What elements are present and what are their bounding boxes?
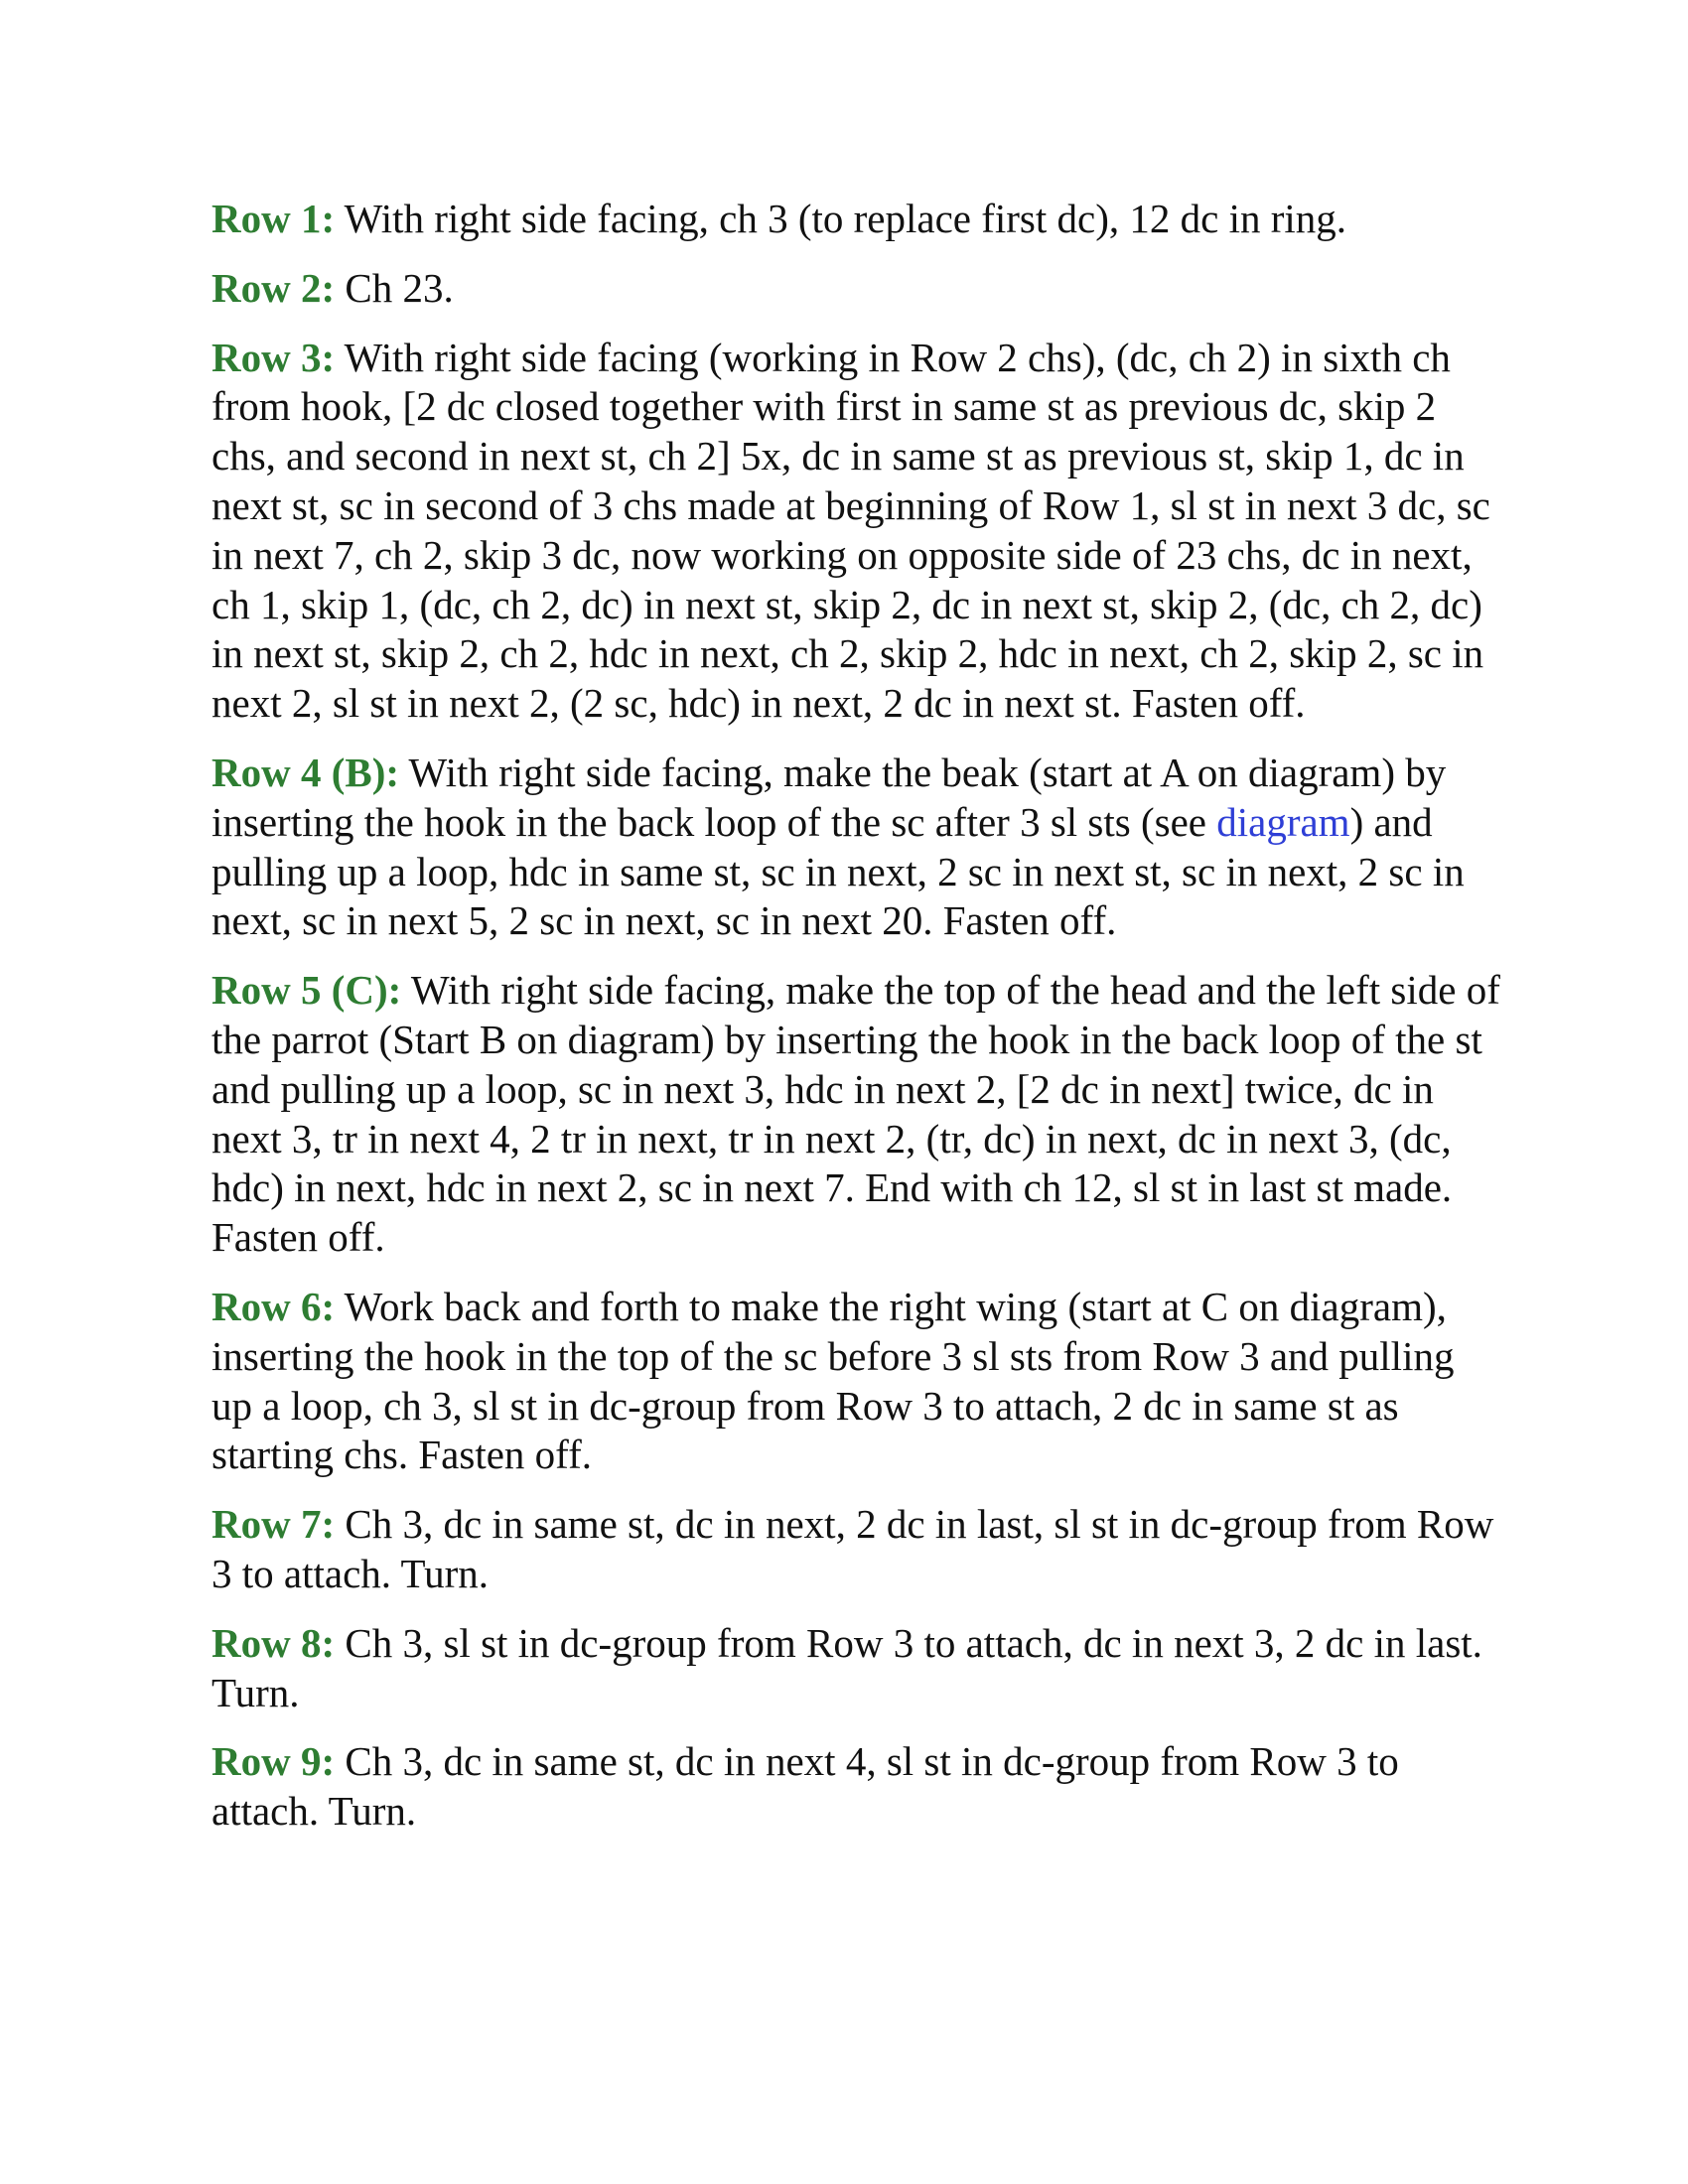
row-label: Row 4 (B): xyxy=(211,749,400,795)
pattern-row-4 xyxy=(211,749,1502,946)
row-instructions: With right side facing, make the top of the head and the left side of the parrot (Start B on diagram) by inserting the hook in the back loop of the st and pulling up a loop, sc in next 3, hdc in next 2, [2 dc in next] twice, dc in next 3, tr in next 4, 2 tr in next, tr in next 2, (tr, dc) in next, dc in next 3, (dc, hdc) in next, hdc in next 2, sc in next 7. End with ch 12, sl st in last st made. Fasten off. xyxy=(211,967,1500,1261)
pattern-page xyxy=(211,195,1502,1856)
row-instructions: With right side facing, make the beak (start at A on diagram) by inserting the hook in the back loop of the sc after 3 sl sts (see xyxy=(211,749,1447,845)
row-instructions: Ch 3, sl st in dc-group from Row 3 to attach, dc in next 3, 2 dc in last. Turn. xyxy=(211,1619,1482,1715)
row-instructions: Ch 3, dc in same st, dc in next 4, sl st in dc-group from Row 3 to attach. Turn. xyxy=(211,1738,1399,1835)
row-label: Row 3: xyxy=(211,334,336,380)
row-label: Row 6: xyxy=(211,1283,336,1329)
row-label: Row 1: xyxy=(211,196,336,241)
pattern-row-2 xyxy=(211,264,1502,314)
row-instructions: With right side facing (working in Row 2 chs), (dc, ch 2) in sixth ch from hook, [2 dc closed together with first in same st as previous dc, skip 2 chs, and second in next st, ch 2] 5x, dc in same st as previous st, skip 1, dc in next st, sc in second of 3 chs made at beginning of Row 1, sl st in next 3 dc, sc in next 7, ch 2, skip 3 dc, now working on opposite side of 23 chs, dc in next, ch 1, skip 1, (dc, ch 2, dc) in next st, skip 2, dc in next st, skip 2, (dc, ch 2, dc) in next st, skip 2, ch 2, hdc in next, ch 2, skip 2, hdc in next, ch 2, skip 2, sc in next 2, sl st in next 2, (2 sc, hdc) in next, 2 dc in next st. Fasten off. xyxy=(211,334,1490,727)
row-label: Row 5 (C): xyxy=(211,967,402,1014)
row-instructions: Ch 3, dc in same st, dc in next, 2 dc in last, sl st in dc-group from Row 3 to attach. Turn. xyxy=(211,1501,1494,1596)
row-instructions-continued: ) and pulling up a loop, hdc in same st, sc in next, 2 sc in next st, sc in next, 2 sc in next, sc in next 5, 2 sc in next, sc in next 20. Fasten off. xyxy=(211,798,1465,944)
diagram-link[interactable]: diagram xyxy=(1216,798,1350,845)
pattern-row-7 xyxy=(211,1500,1502,1599)
row-instructions: Ch 23. xyxy=(345,264,454,311)
row-label: Row 9: xyxy=(211,1738,336,1785)
row-instructions: Work back and forth to make the right wing (start at C on diagram), inserting the hook in the top of the sc before 3 sl sts from Row 3 and pulling up a loop, ch 3, sl st in dc-group from Row 3 to attach, 2 dc in same st as starting chs. Fasten off. xyxy=(211,1283,1455,1478)
row-label: Row 8: xyxy=(211,1619,336,1666)
pattern-row-9 xyxy=(211,1737,1502,1837)
pattern-row-6 xyxy=(211,1283,1502,1480)
pattern-row-1 xyxy=(211,195,1502,244)
pattern-row-5 xyxy=(211,966,1502,1263)
row-instructions: With right side facing, ch 3 (to replace first dc), 12 dc in ring. xyxy=(344,196,1347,241)
pattern-row-3 xyxy=(211,334,1502,729)
pattern-row-8 xyxy=(211,1619,1502,1718)
row-label: Row 7: xyxy=(211,1501,336,1548)
row-label: Row 2: xyxy=(211,264,336,311)
